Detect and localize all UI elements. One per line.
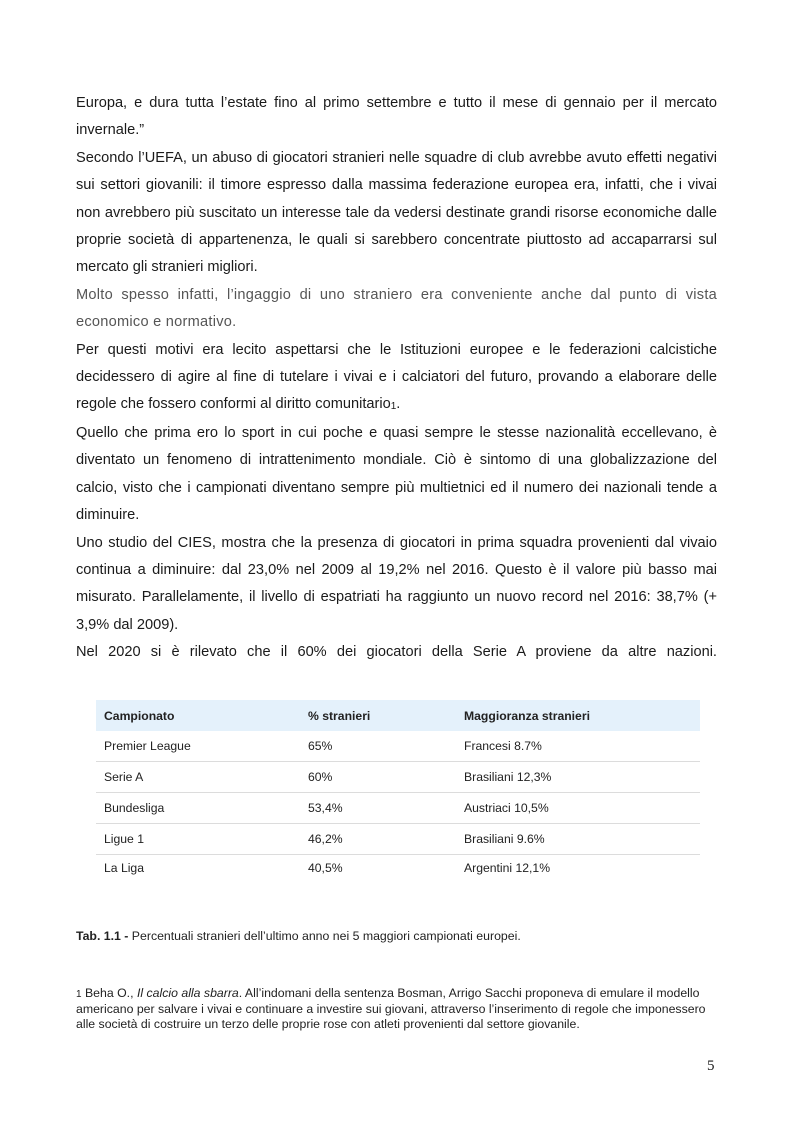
caption-label: Tab. 1.1 -	[76, 929, 129, 943]
table-row	[96, 824, 700, 855]
data-table	[96, 700, 700, 881]
paragraph-3: Molto spesso infatti, l’ingaggio di uno straniero era conveniente anche dal punto di vista economico e normativo.	[76, 286, 717, 331]
caption-text: Percentuali stranieri dell’ultimo anno nei 5 maggiori campionati europei.	[128, 929, 521, 943]
cell-maggioranza: Argentini 12,1%	[464, 861, 551, 875]
table-row	[96, 731, 700, 762]
paragraph-7: Nel 2020 si è rilevato che il 60% dei giocatori della Serie A proviene da altre nazioni.	[76, 644, 717, 661]
cell-percent: 46,2%	[300, 824, 456, 855]
footnote-number: 1	[76, 989, 82, 1000]
cell-percent: 40,5%	[308, 861, 343, 875]
table-header-row	[96, 700, 700, 731]
header-maggioranza-stranieri: Maggioranza stranieri	[456, 700, 700, 731]
cell-maggioranza: Brasiliani 12,3%	[456, 762, 700, 793]
paragraph-2: Secondo l’UEFA, un abuso di giocatori stranieri nelle squadre di club avrebbe avuto effetti negativi sui settori giovanili: il timore espresso dalla massima federazione europea era, infatti, che i vivai non avrebbero più suscitato un interesse tale da vedersi destinate grandi risorse economiche dalle proprie società di appartenenza, le quali si sarebbero concentrate piuttosto ad accaparrarsi sul mercato gli stranieri migliori.	[76, 149, 717, 276]
body-text	[76, 90, 717, 667]
table-row	[96, 762, 700, 793]
cell-maggioranza: Brasiliani 9.6%	[456, 824, 700, 855]
header-campionato: Campionato	[96, 700, 300, 731]
cell-percent: 65%	[300, 731, 456, 762]
footnote	[76, 986, 717, 1032]
cell-maggioranza: Francesi 8.7%	[456, 731, 700, 762]
cell-campionato: Premier League	[96, 731, 300, 762]
table-caption	[76, 929, 521, 943]
paragraph-6: Uno studio del CIES, mostra che la presenza di giocatori in prima squadra provenienti dal vivaio continua a diminuire: dal 23,0% nel 2009 al 19,2% nel 2016. Questo è il valore più basso mai misurato. Parallelamente, il livello di espatriati ha raggiunto un nuovo record nel 2016: 38,7% (+ 3,9% dal 2009).	[76, 534, 717, 633]
cell-percent: 53,4%	[300, 793, 456, 824]
footnote-author: Beha O.,	[81, 986, 137, 1000]
footnote-reference: 1	[390, 401, 397, 413]
paragraph-4	[76, 337, 717, 420]
table-row	[96, 855, 700, 882]
foreigners-table	[96, 700, 700, 881]
paragraph-5: Quello che prima ero lo sport in cui poche e quasi sempre le stesse nazionalità eccellevano, è diventato un fenomeno di intrattenimento mondiale. Ciò è sintomo di una globalizzazione del calcio, visto che i campionati diventano sempre più multietnici ed il numero dei nazionali tende a diminuire.	[76, 424, 717, 524]
cell-campionato: La Liga	[104, 861, 144, 875]
cell-maggioranza: Austriaci 10,5%	[456, 793, 700, 824]
cell-campionato: Ligue 1	[96, 824, 300, 855]
paragraph-1: Europa, e dura tutta l’estate fino al primo settembre e tutto il mese di gennaio per il mercato invernale.”	[76, 95, 717, 139]
paragraph-4-text: Per questi motivi era lecito aspettarsi che le Istituzioni europee e le federazioni calcistiche decidessero di agire al fine di tutelare i vivai e i calciatori del futuro, provando a elaborare delle regole che fossero conformi al diritto comunitario	[76, 341, 717, 413]
footnote-body	[76, 986, 717, 1032]
cell-campionato: Bundesliga	[96, 793, 300, 824]
header-percent-stranieri: % stranieri	[300, 700, 456, 731]
cell-percent: 60%	[300, 762, 456, 793]
footnote-title: Il calcio alla sbarra	[136, 986, 239, 1000]
paragraph-4-end: .	[396, 396, 401, 413]
page-number: 5	[707, 1058, 715, 1074]
table-row	[96, 793, 700, 824]
footnote-text: . All’indomani della sentenza Bosman, Arrigo Sacchi proponeva di emulare il modello americano per salvare i vivai e continuare a investire sui giovani, attraverso l’inserimento di regole che imponessero alle società di costruire un terzo delle proprie rose con atleti provenienti dal settore giovanile.	[76, 986, 706, 1031]
cell-campionato: Serie A	[96, 762, 300, 793]
